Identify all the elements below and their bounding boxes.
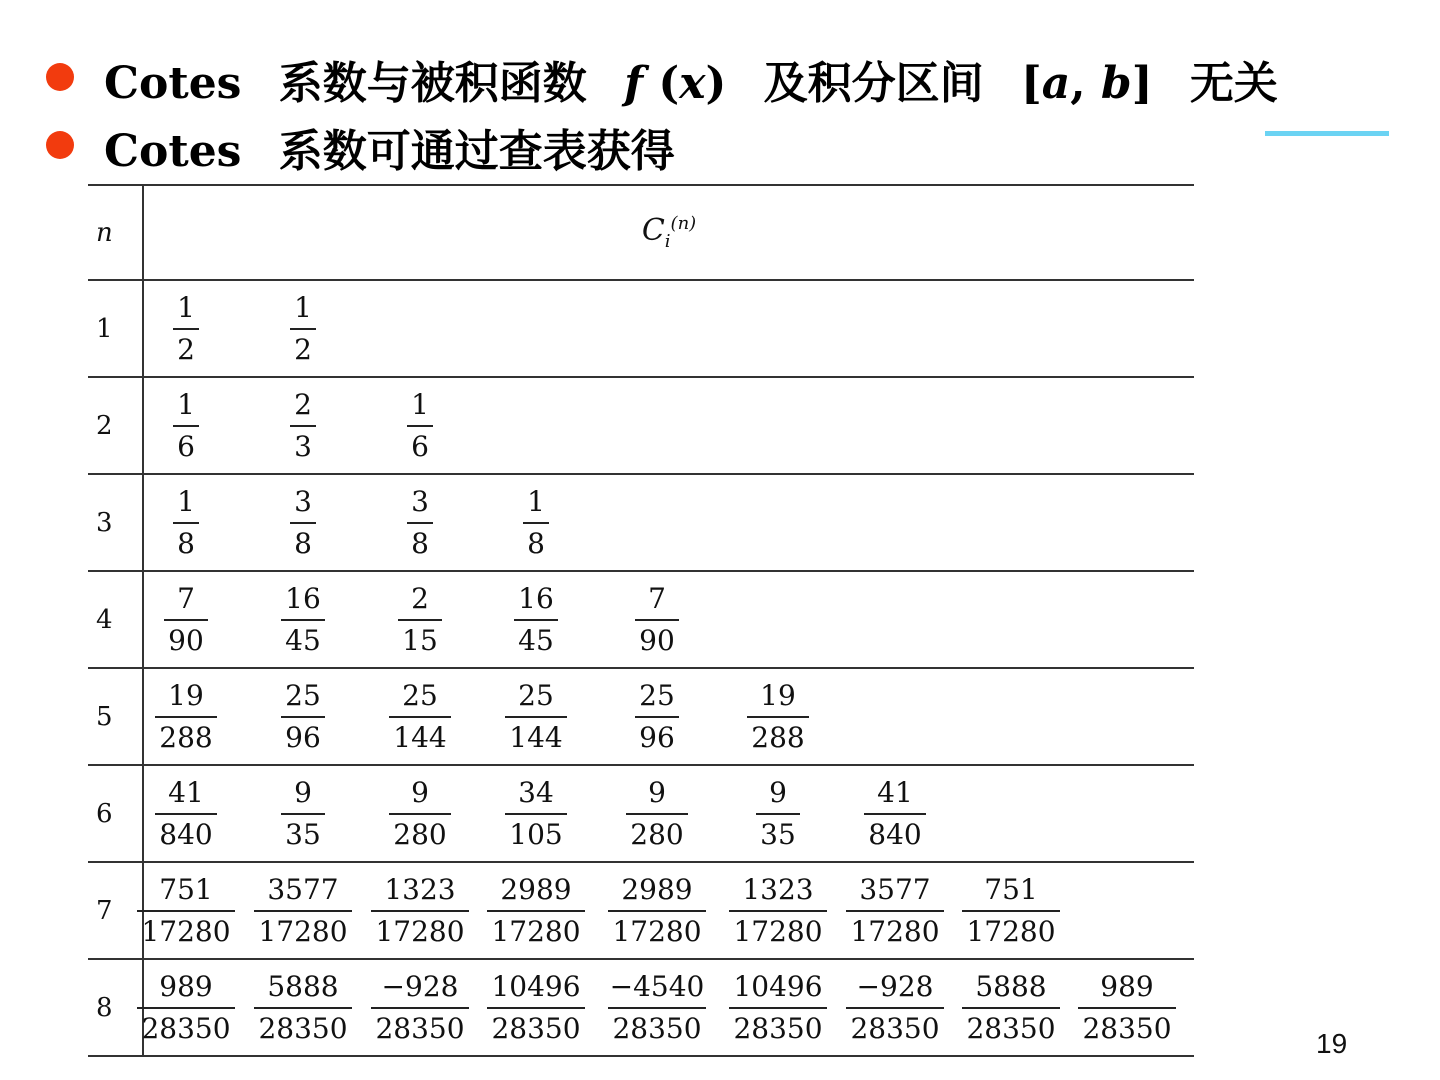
coefficient-fraction [126, 863, 246, 958]
coefficient-fraction [243, 669, 363, 764]
accent-line [1265, 131, 1389, 136]
bullet-list [46, 50, 1278, 186]
fraction-denominator: 2 [290, 328, 316, 364]
fraction-denominator: 28350 [487, 1007, 584, 1043]
fraction-numerator: 9 [294, 775, 312, 809]
coefficient-fraction [360, 572, 480, 667]
coefficient-fraction [243, 378, 363, 473]
fraction-denominator: 6 [173, 425, 199, 461]
row-n: 1 [88, 280, 143, 377]
coefficient-fraction [126, 475, 246, 570]
coefficient-fraction [835, 766, 955, 861]
row-n: 5 [88, 668, 143, 765]
fraction-denominator: 144 [389, 716, 450, 752]
fraction-numerator: 16 [518, 581, 554, 615]
fraction-numerator: 7 [648, 581, 666, 615]
math-rbracket: ] [1131, 58, 1153, 109]
table-row [88, 377, 1194, 474]
bullet-text-lookup: 系数可通过查表获得 [278, 126, 675, 177]
coefficient-fraction [476, 863, 596, 958]
fraction-denominator: 17280 [371, 910, 468, 946]
fraction-denominator: 17280 [962, 910, 1059, 946]
table-body [88, 280, 1194, 1056]
bullet-dot-icon [46, 63, 74, 91]
cotes-coefficient-table [88, 184, 1194, 1057]
row-n: 7 [88, 862, 143, 959]
fraction-denominator: 35 [756, 813, 800, 849]
bullet-item-cotes-independent [46, 50, 1278, 118]
row-coefficients [143, 959, 1194, 1056]
coefficient-fraction [126, 960, 246, 1055]
fraction-numerator: 1 [411, 387, 429, 421]
bullet-text-cotes: Cotes [104, 58, 242, 109]
fraction-denominator: 28350 [371, 1007, 468, 1043]
fraction-numerator: 751 [159, 872, 213, 906]
fraction-denominator: 288 [155, 716, 216, 752]
fraction-numerator: 10496 [733, 969, 823, 1003]
fraction-numerator: 2989 [500, 872, 572, 906]
fraction-denominator: 144 [505, 716, 566, 752]
coefficient-fraction [243, 863, 363, 958]
fraction-numerator: 19 [760, 678, 796, 712]
fraction-numerator: −928 [856, 969, 934, 1003]
fraction-denominator: 2 [173, 328, 199, 364]
fraction-denominator: 28350 [1078, 1007, 1175, 1043]
row-coefficients [143, 474, 1194, 571]
coefficient-fraction [360, 960, 480, 1055]
fraction-numerator: 1323 [384, 872, 456, 906]
header-coefficient [143, 185, 1194, 280]
table-row [88, 765, 1194, 862]
coefficient-fraction [476, 572, 596, 667]
fraction-denominator: 35 [281, 813, 325, 849]
fraction-denominator: 840 [864, 813, 925, 849]
fraction-denominator: 28350 [962, 1007, 1059, 1043]
coefficient-fraction [126, 378, 246, 473]
fraction-denominator: 90 [635, 619, 679, 655]
math-b: b [1100, 58, 1132, 109]
fraction-denominator: 17280 [137, 910, 234, 946]
coefficient-fraction [360, 669, 480, 764]
coefficient-fraction [597, 669, 717, 764]
table-row [88, 280, 1194, 377]
row-coefficients [143, 377, 1194, 474]
math-a: a [1041, 58, 1071, 109]
table-header-row [88, 185, 1194, 280]
coefficient-fraction [476, 475, 596, 570]
fraction-numerator: 25 [402, 678, 438, 712]
fraction-denominator: 288 [747, 716, 808, 752]
fraction-numerator: 3 [294, 484, 312, 518]
fraction-numerator: 41 [168, 775, 204, 809]
fraction-denominator: 96 [281, 716, 325, 752]
fraction-denominator: 840 [155, 813, 216, 849]
bullet-item-cotes-table [46, 118, 1246, 186]
math-rparen: ) [705, 58, 727, 109]
fraction-denominator: 17280 [254, 910, 351, 946]
fraction-denominator: 28350 [254, 1007, 351, 1043]
coefficient-fraction [243, 572, 363, 667]
fraction-denominator: 28350 [729, 1007, 826, 1043]
fraction-denominator: 6 [407, 425, 433, 461]
bullet-dot-icon [46, 131, 74, 159]
coefficient-fraction [597, 960, 717, 1055]
coefficient-fraction [597, 863, 717, 958]
row-n: 3 [88, 474, 143, 571]
row-n: 8 [88, 959, 143, 1056]
fraction-denominator: 280 [389, 813, 450, 849]
coefficient-fraction [597, 572, 717, 667]
coefficient-fraction [243, 960, 363, 1055]
fraction-numerator: 41 [877, 775, 913, 809]
coefficient-fraction [718, 669, 838, 764]
table-row [88, 959, 1194, 1056]
coefficient-fraction [835, 863, 955, 958]
fraction-numerator: 7 [177, 581, 195, 615]
bullet-text-unrelated: 无关 [1189, 58, 1278, 109]
coefficient-fraction [718, 863, 838, 958]
bullet-text-interval: 及积分区间 [763, 58, 984, 109]
fraction-numerator: 9 [411, 775, 429, 809]
coefficient-fraction [360, 378, 480, 473]
math-f: f [624, 58, 644, 109]
fraction-numerator: −928 [381, 969, 459, 1003]
coef-sub: i [664, 231, 671, 252]
coef-sup: (n) [670, 213, 697, 234]
coefficient-fraction [126, 669, 246, 764]
row-n: 4 [88, 571, 143, 668]
fraction-denominator: 96 [635, 716, 679, 752]
fraction-denominator: 8 [290, 522, 316, 558]
fraction-denominator: 17280 [487, 910, 584, 946]
fraction-numerator: 1 [527, 484, 545, 518]
table-row [88, 474, 1194, 571]
bullet-text-cotes: Cotes [104, 126, 242, 177]
row-n: 6 [88, 765, 143, 862]
coefficient-fraction [597, 766, 717, 861]
table-row [88, 668, 1194, 765]
fraction-denominator: 17280 [608, 910, 705, 946]
header-n [88, 185, 143, 280]
fraction-numerator: 9 [769, 775, 787, 809]
coefficient-fraction [360, 863, 480, 958]
fraction-numerator: 16 [285, 581, 321, 615]
fraction-denominator: 8 [173, 522, 199, 558]
row-coefficients [143, 765, 1194, 862]
page-number: 19 [1316, 1028, 1348, 1059]
fraction-numerator: 5888 [975, 969, 1047, 1003]
row-coefficients [143, 862, 1194, 959]
row-coefficients [143, 571, 1194, 668]
fraction-denominator: 28350 [137, 1007, 234, 1043]
fraction-denominator: 28350 [608, 1007, 705, 1043]
math-lparen: ( [658, 58, 680, 109]
coefficient-fraction [126, 572, 246, 667]
coefficient-fraction [126, 766, 246, 861]
fraction-denominator: 105 [505, 813, 566, 849]
coefficient-fraction [718, 960, 838, 1055]
fraction-numerator: 3577 [267, 872, 339, 906]
fraction-numerator: 1 [177, 387, 195, 421]
coefficient-fraction [476, 669, 596, 764]
fraction-numerator: 34 [518, 775, 554, 809]
coefficient-fraction [835, 960, 955, 1055]
fraction-numerator: 1 [177, 290, 195, 324]
fraction-numerator: 5888 [267, 969, 339, 1003]
coefficient-fraction [243, 475, 363, 570]
fraction-numerator: 751 [984, 872, 1038, 906]
fraction-numerator: 25 [518, 678, 554, 712]
coefficient-fraction [243, 766, 363, 861]
fraction-denominator: 15 [398, 619, 442, 655]
row-n: 2 [88, 377, 143, 474]
fraction-numerator: 3 [411, 484, 429, 518]
fraction-denominator: 8 [523, 522, 549, 558]
row-coefficients [143, 668, 1194, 765]
fraction-numerator: 25 [285, 678, 321, 712]
fraction-denominator: 17280 [729, 910, 826, 946]
fraction-denominator: 17280 [846, 910, 943, 946]
fraction-numerator: 989 [1100, 969, 1154, 1003]
fraction-denominator: 90 [164, 619, 208, 655]
math-lbracket: [ [1020, 58, 1042, 109]
coefficient-fraction [243, 281, 363, 376]
fraction-denominator: 45 [514, 619, 558, 655]
fraction-numerator: 9 [648, 775, 666, 809]
math-x: x [679, 58, 706, 109]
fraction-numerator: 1 [177, 484, 195, 518]
fraction-denominator: 3 [290, 425, 316, 461]
table-row [88, 571, 1194, 668]
coefficient-fraction [951, 960, 1071, 1055]
header-n-label: n [96, 217, 113, 248]
math-comma: , [1070, 58, 1101, 109]
coefficient-fraction [126, 281, 246, 376]
coefficient-fraction [476, 960, 596, 1055]
coef-symbol: C [641, 213, 665, 248]
fraction-numerator: 989 [159, 969, 213, 1003]
table-row [88, 862, 1194, 959]
fraction-numerator: 2 [411, 581, 429, 615]
fraction-denominator: 45 [281, 619, 325, 655]
coefficient-fraction [360, 766, 480, 861]
fraction-numerator: 1 [294, 290, 312, 324]
fraction-numerator: 10496 [491, 969, 581, 1003]
fraction-numerator: 1323 [742, 872, 814, 906]
coefficient-fraction [718, 766, 838, 861]
fraction-numerator: 2989 [621, 872, 693, 906]
coefficient-fraction [951, 863, 1071, 958]
row-coefficients [143, 280, 1194, 377]
coefficient-fraction [360, 475, 480, 570]
fraction-numerator: 19 [168, 678, 204, 712]
bullet-text-coef-integrand: 系数与被积函数 [278, 58, 587, 109]
fraction-denominator: 8 [407, 522, 433, 558]
fraction-denominator: 280 [626, 813, 687, 849]
fraction-numerator: 2 [294, 387, 312, 421]
fraction-numerator: −4540 [609, 969, 705, 1003]
fraction-numerator: 3577 [859, 872, 931, 906]
coefficient-fraction [1067, 960, 1187, 1055]
coefficient-fraction [476, 766, 596, 861]
fraction-denominator: 28350 [846, 1007, 943, 1043]
fraction-numerator: 25 [639, 678, 675, 712]
